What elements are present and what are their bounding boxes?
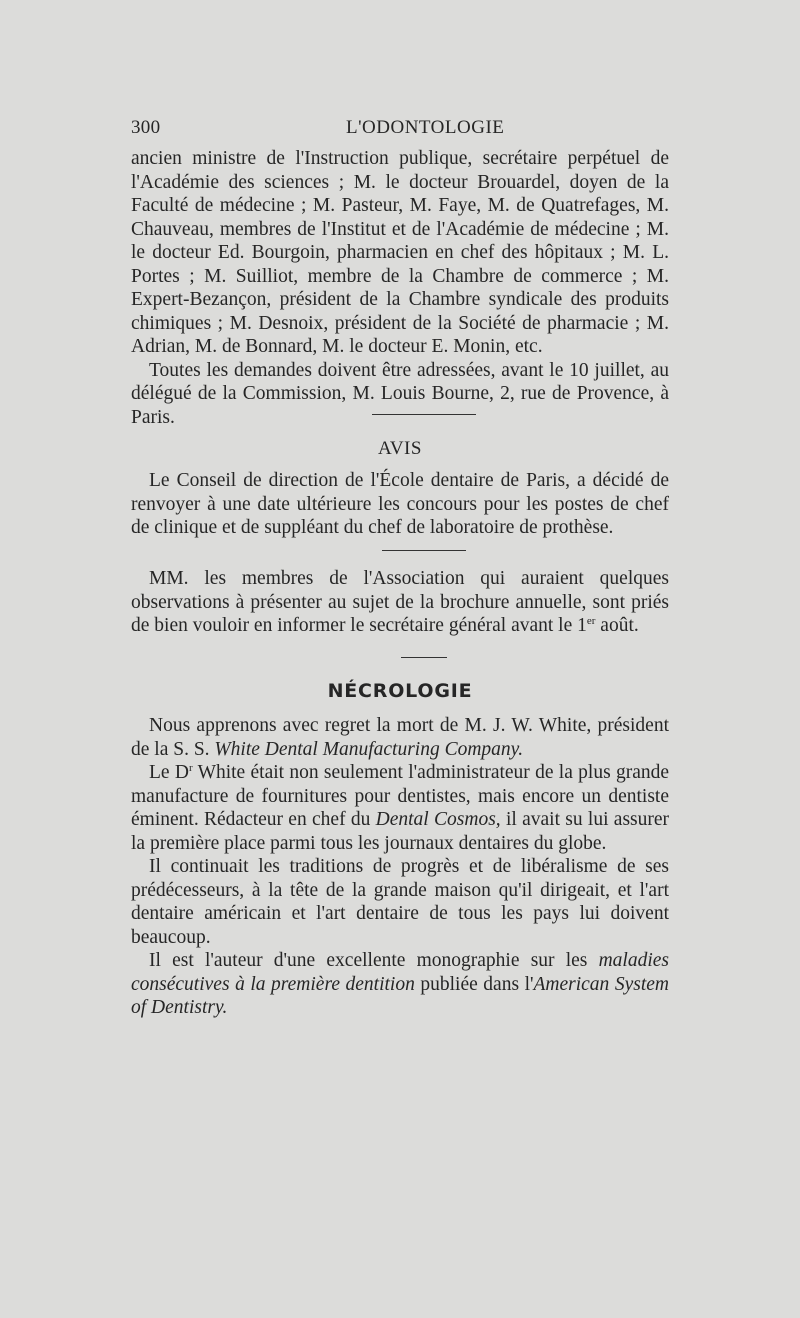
avis-heading: AVIS [378,438,422,459]
paragraph-association: MM. les membres de l'Association qui auraient quelques observations à présenter au sujet de la brochure annuelle, sont priés de bien vouloir en informer le secrétaire général avant le 1er août. [131,568,669,636]
necrologie-heading: NÉCROLOGIE [327,680,473,702]
running-title: L'ODONTOLOGIE [346,117,505,138]
section-divider [382,550,466,551]
paragraph-requests: Toutes les demandes doivent être adressées, avant le 10 juillet, au délégué de la Commission, M. Louis Bourne, 2, rue de Provence, à Paris. [131,359,669,428]
paragraph-committee-members: ancien ministre de l'Instruction publique, secrétaire perpétuel de l'Académie des sciences ; M. le docteur Brouardel, doyen de la Faculté de médecine ; M. Pasteur, M. Faye, M. de Quatrefages, M. Chauveau, membres de l'Institut et de l'Académie de médecine ; M. le docteur Ed. Bourgoin, pharmacien en chef des hôpitaux ; M. L. Portes ; M. Suilliot, membre de la Chambre de commerce ; M. Expert-Bezançon, président de la Chambre syndicale des produits chimiques ; M. Desnoix, président de la Société de pharmacie ; M. Adrian, M. de Bonnard, M. le docteur E. Monin, etc. [131,148,669,357]
association-text-block [131,567,669,638]
paragraph-traditions: Il continuait les traditions de progrès et de libéralisme de ses prédécesseurs, à la tête de la grande maison qu'il dirigeait, et l'art dentaire américain et l'art dentaire de tous les pays lui doivent beaucoup. [131,856,669,948]
paragraph-white-biography: Le $D^r$ White était non seulement l'administrateur de la plus grande manufacture de fournitures pour dentistes, mais encore un dentiste éminent. Rédacteur en chef du Dental Cosmos, il avait su lui assurer la première place parmi tous les journaux dentaires du globe. [131,762,670,854]
page-number: 300 [131,117,161,138]
section-divider [401,657,447,658]
necrologie-text-block [131,714,669,1020]
avis-text-block [131,469,669,540]
paragraph-death-notice: Nous apprenons avec regret la mort de M. J. W. White, président de la S. S. White Dental Manufacturing Company. [131,715,669,760]
continued-text-block [131,147,669,429]
section-divider [372,414,476,415]
paragraph-monograph: Il est l'auteur d'une excellente monographie sur les maladies consécutives à la première dentition publiée dans l'American System of Dentistry. [131,950,669,1018]
paragraph-avis: Le Conseil de direction de l'École dentaire de Paris, a décidé de renvoyer à une date ultérieure les concours pour les postes de chef de clinique et de suppléant du chef de laboratoire de prothèse. [131,470,669,538]
